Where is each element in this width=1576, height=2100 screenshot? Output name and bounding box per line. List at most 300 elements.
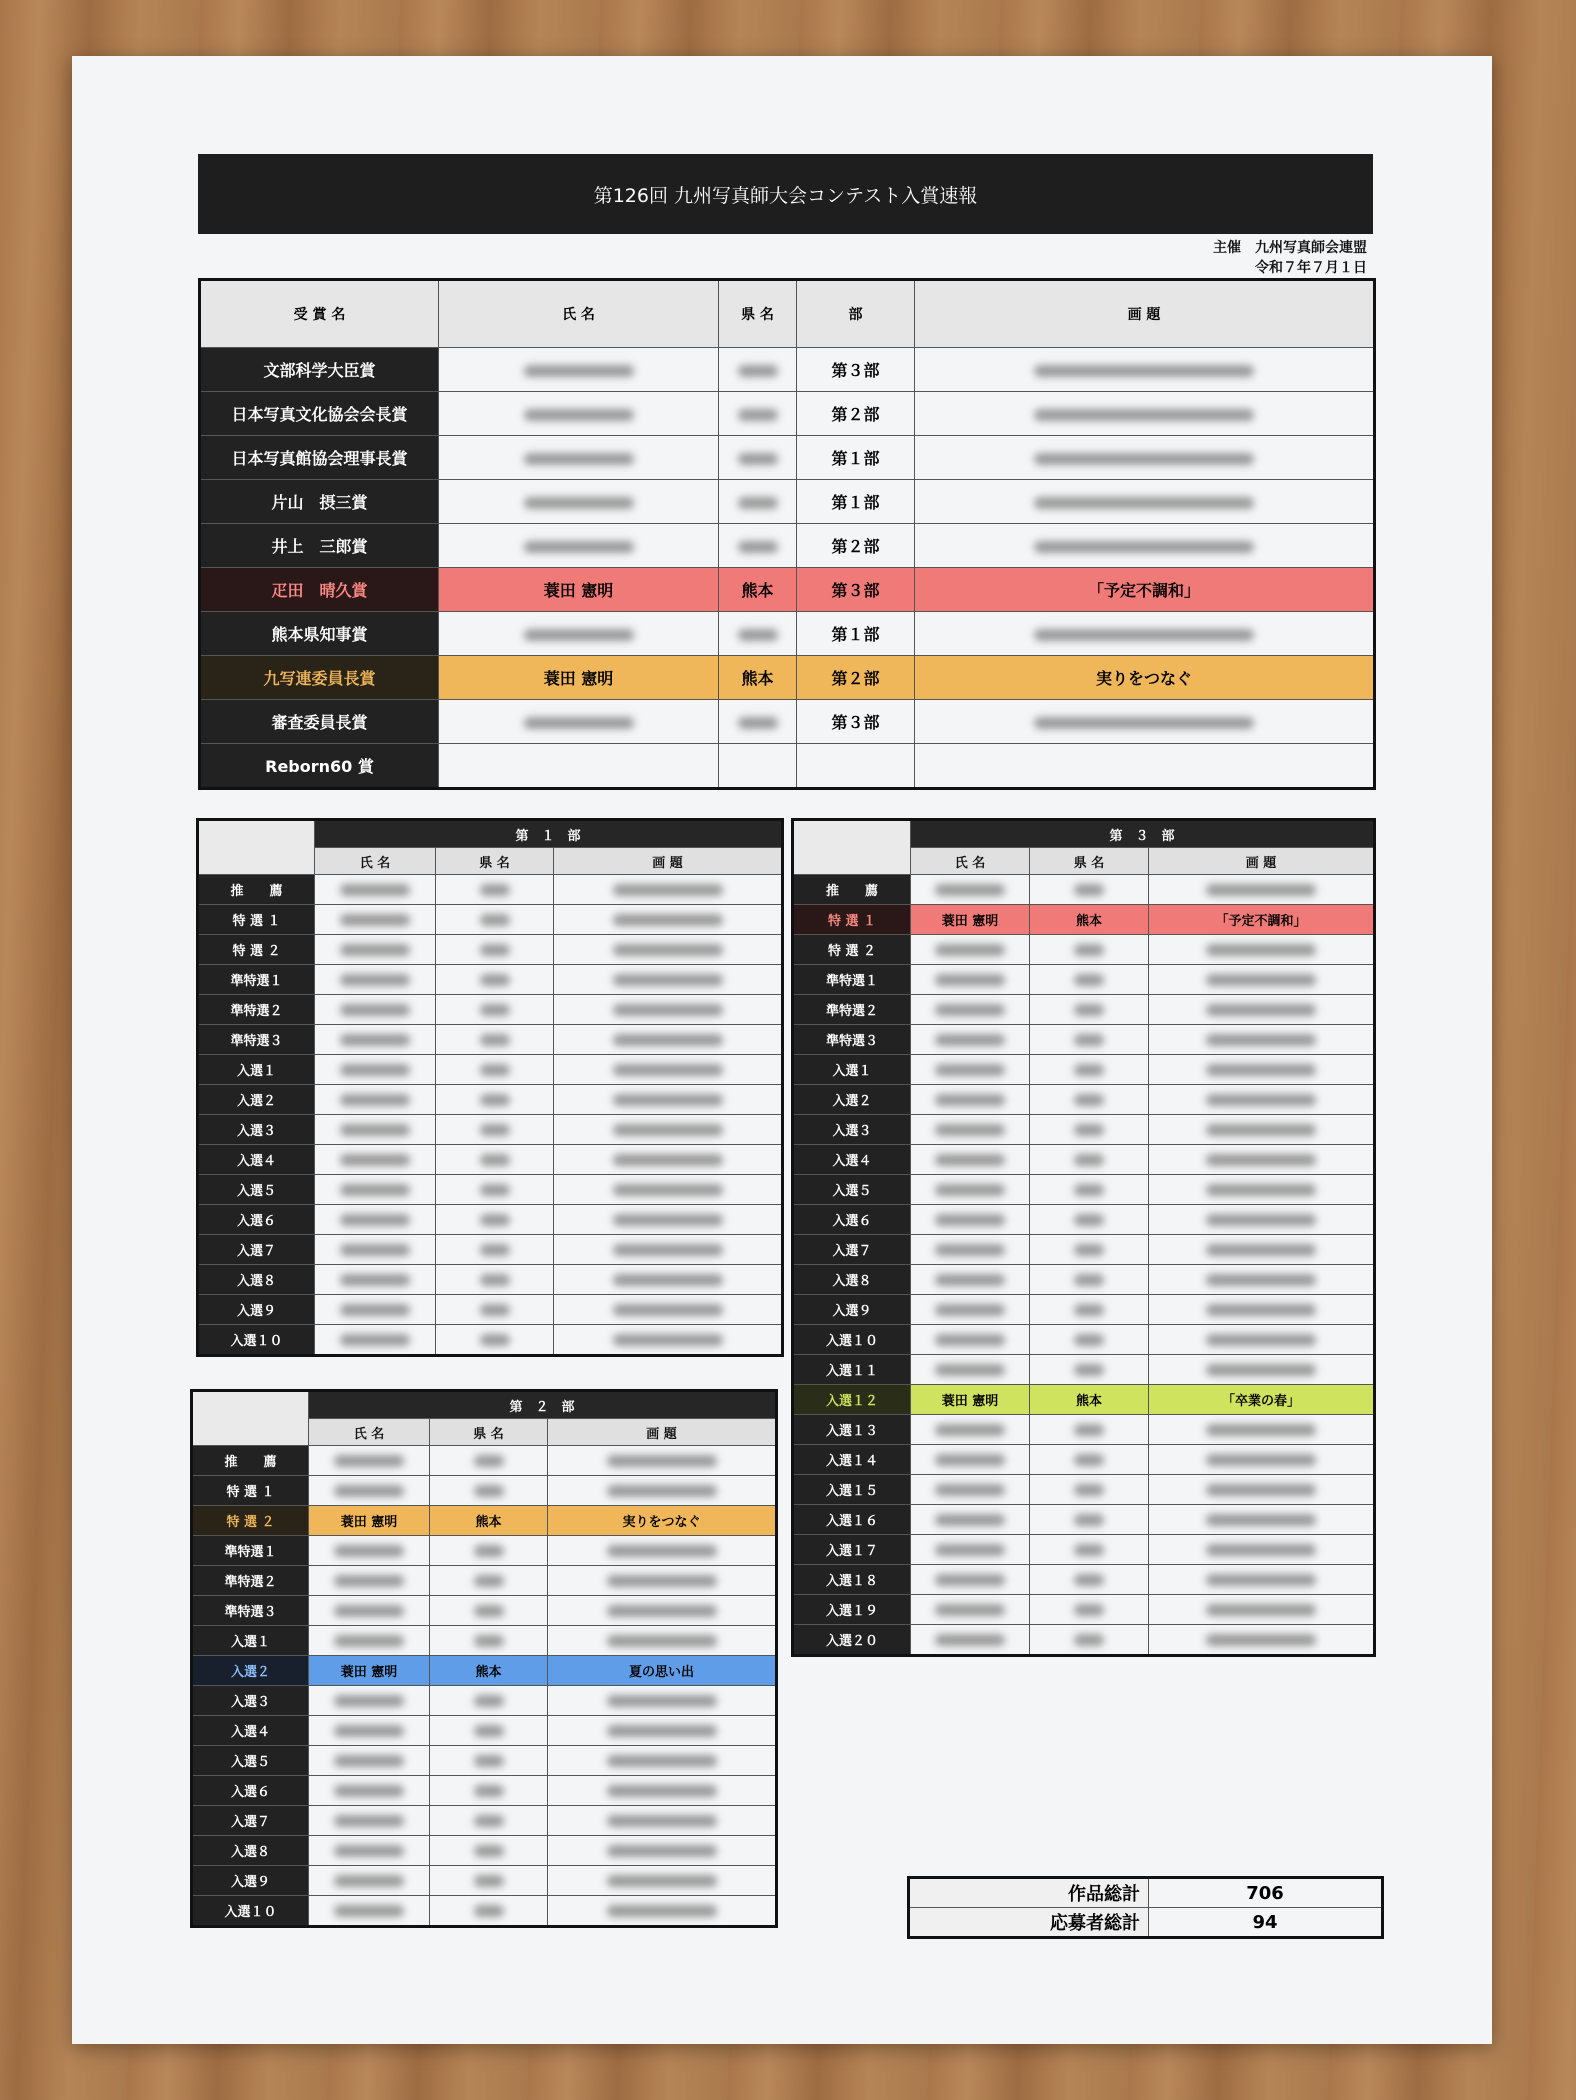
redacted-text — [340, 1124, 410, 1136]
award-row — [200, 392, 1375, 436]
work-title-cell — [1149, 1355, 1375, 1385]
redacted-text — [474, 1455, 504, 1467]
redacted-text — [935, 1544, 1005, 1556]
document-title: 第126回 九州写真師大会コンテスト入賞速報 — [198, 154, 1373, 234]
redacted-text — [1034, 629, 1254, 641]
award-row — [200, 700, 1375, 744]
prefecture-cell — [430, 1836, 548, 1866]
redacted-text — [607, 1635, 717, 1647]
redacted-text — [607, 1755, 717, 1767]
dept1-row — [198, 935, 783, 965]
dept1-header-name: 氏 名 — [315, 848, 436, 875]
rank-cell: 入選２ — [192, 1656, 309, 1686]
dept2-table — [190, 1389, 778, 1928]
redacted-text — [1074, 1334, 1104, 1346]
dept3-corner — [793, 820, 911, 875]
redacted-text — [340, 1064, 410, 1076]
work-title-cell — [554, 1295, 783, 1325]
prefecture-cell — [436, 1025, 554, 1055]
redacted-text — [524, 409, 634, 421]
redacted-text — [613, 884, 723, 896]
redacted-text — [935, 974, 1005, 986]
prefecture-cell — [719, 744, 797, 789]
rank-cell: 入選１５ — [793, 1475, 911, 1505]
redacted-text — [334, 1755, 404, 1767]
work-title-cell — [548, 1686, 777, 1716]
rank-cell: 入選１０ — [793, 1325, 911, 1355]
winner-name-cell: 蓑田 憲明 — [911, 1385, 1030, 1415]
prefecture-cell: 熊本 — [1030, 905, 1149, 935]
work-title-cell — [548, 1866, 777, 1896]
work-title-cell — [1149, 1025, 1375, 1055]
dept2-title: 第 ２ 部 — [309, 1391, 777, 1419]
rank-cell: 入選３ — [192, 1686, 309, 1716]
prefecture-cell — [436, 1175, 554, 1205]
work-title-cell — [1149, 1145, 1375, 1175]
redacted-text — [738, 409, 778, 421]
winner-name-cell — [315, 905, 436, 935]
rank-cell: 入選１１ — [793, 1355, 911, 1385]
redacted-text — [935, 1364, 1005, 1376]
work-title-cell — [915, 392, 1375, 436]
award-name-cell: 熊本県知事賞 — [200, 612, 439, 656]
prefecture-cell — [1030, 1415, 1149, 1445]
work-title-cell — [1149, 935, 1375, 965]
work-title-cell — [1149, 1535, 1375, 1565]
rank-cell: 入選１８ — [793, 1565, 911, 1595]
dept1-row — [198, 1235, 783, 1265]
redacted-text — [524, 629, 634, 641]
winner-name-cell — [315, 1295, 436, 1325]
rank-cell: 入選３ — [793, 1115, 911, 1145]
work-title-cell — [1149, 1505, 1375, 1535]
dept2-row — [192, 1776, 777, 1806]
dept1-row — [198, 1145, 783, 1175]
winner-name-cell — [315, 1115, 436, 1145]
dept3-row — [793, 1565, 1375, 1595]
redacted-text — [480, 1154, 510, 1166]
redacted-text — [613, 944, 723, 956]
winner-name-cell — [315, 1025, 436, 1055]
rank-cell: 推 薦 — [192, 1446, 309, 1476]
rank-cell: 特 選 ２ — [793, 935, 911, 965]
winner-name-cell — [309, 1866, 430, 1896]
work-title-cell — [1149, 1445, 1375, 1475]
winner-name-cell — [911, 1025, 1030, 1055]
redacted-text — [935, 1604, 1005, 1616]
rank-cell: 入選５ — [198, 1175, 315, 1205]
work-title-cell — [1149, 1415, 1375, 1445]
rank-cell: 特 選 １ — [198, 905, 315, 935]
rank-cell: 入選９ — [793, 1295, 911, 1325]
redacted-text — [1034, 541, 1254, 553]
prefecture-cell: 熊本 — [719, 568, 797, 612]
dept1-header-title: 画 題 — [554, 848, 783, 875]
prefecture-cell — [719, 612, 797, 656]
redacted-text — [935, 1184, 1005, 1196]
winner-name-cell — [911, 1055, 1030, 1085]
work-title-cell — [554, 1265, 783, 1295]
dept2-row — [192, 1536, 777, 1566]
work-title-cell — [554, 875, 783, 905]
winner-name-cell — [315, 1325, 436, 1356]
redacted-text — [1074, 1634, 1104, 1646]
redacted-text — [480, 1094, 510, 1106]
redacted-text — [1206, 1514, 1316, 1526]
rank-cell: 入選１３ — [793, 1415, 911, 1445]
work-title-cell — [1149, 1085, 1375, 1115]
redacted-text — [738, 365, 778, 377]
redacted-text — [607, 1905, 717, 1917]
dept1-row — [198, 1085, 783, 1115]
work-title-cell — [554, 995, 783, 1025]
redacted-text — [1034, 497, 1254, 509]
winner-name-cell — [911, 1475, 1030, 1505]
winner-name-cell — [911, 935, 1030, 965]
award-name-cell: 片山 摂三賞 — [200, 480, 439, 524]
prefecture-cell — [430, 1776, 548, 1806]
dept3-row — [793, 1625, 1375, 1656]
rank-cell: 準特選２ — [192, 1566, 309, 1596]
prefecture-cell — [436, 1145, 554, 1175]
redacted-text — [1034, 409, 1254, 421]
rank-cell: 準特選１ — [198, 965, 315, 995]
rank-cell: 特 選 ２ — [198, 935, 315, 965]
redacted-text — [613, 974, 723, 986]
department-cell: 第１部 — [797, 436, 915, 480]
dept2-row — [192, 1626, 777, 1656]
redacted-text — [738, 453, 778, 465]
redacted-text — [1206, 1454, 1316, 1466]
prefecture-cell: 熊本 — [430, 1656, 548, 1686]
issue-date: 令和７年７月１日 — [1255, 260, 1367, 276]
works-total-value: 706 — [1149, 1878, 1383, 1908]
dept3-header-title: 画 題 — [1149, 848, 1375, 875]
dept3-row — [793, 995, 1375, 1025]
redacted-text — [935, 1304, 1005, 1316]
rank-cell: 入選１ — [192, 1626, 309, 1656]
redacted-text — [1074, 1154, 1104, 1166]
redacted-text — [613, 1124, 723, 1136]
award-name-cell: 疋田 晴久賞 — [200, 568, 439, 612]
rank-cell: 準特選２ — [793, 995, 911, 1025]
winner-name-cell — [911, 1415, 1030, 1445]
work-title-cell — [1149, 1595, 1375, 1625]
redacted-text — [340, 1334, 410, 1346]
dept1-row — [198, 1265, 783, 1295]
winner-name-cell — [315, 1175, 436, 1205]
redacted-text — [340, 1004, 410, 1016]
redacted-text — [1206, 1574, 1316, 1586]
entrants-total-label: 応募者総計 — [909, 1908, 1149, 1938]
redacted-text — [935, 1064, 1005, 1076]
winner-name-cell — [315, 995, 436, 1025]
redacted-text — [524, 453, 634, 465]
dept2-row — [192, 1446, 777, 1476]
work-title-cell — [554, 1235, 783, 1265]
redacted-text — [474, 1815, 504, 1827]
redacted-text — [1074, 1424, 1104, 1436]
redacted-text — [607, 1725, 717, 1737]
redacted-text — [1206, 1244, 1316, 1256]
redacted-text — [1206, 1544, 1316, 1556]
redacted-text — [480, 1274, 510, 1286]
redacted-text — [613, 1274, 723, 1286]
prefecture-cell — [1030, 1055, 1149, 1085]
work-title-cell — [1149, 1115, 1375, 1145]
winner-name-cell — [911, 1145, 1030, 1175]
rank-cell: 入選１６ — [793, 1505, 911, 1535]
dept2-row — [192, 1896, 777, 1927]
winner-name-cell — [911, 1325, 1030, 1355]
dept2-row — [192, 1506, 777, 1536]
prefecture-cell — [430, 1596, 548, 1626]
work-title-cell: 「卒業の春」 — [1149, 1385, 1375, 1415]
work-title-cell — [554, 1085, 783, 1115]
prefecture-cell: 熊本 — [1030, 1385, 1149, 1415]
winner-name-cell: 蓑田 憲明 — [439, 656, 719, 700]
winner-name-cell — [911, 1175, 1030, 1205]
work-title-cell — [548, 1566, 777, 1596]
rank-cell: 準特選３ — [192, 1596, 309, 1626]
redacted-text — [738, 497, 778, 509]
redacted-text — [1074, 1274, 1104, 1286]
work-title-cell — [554, 1115, 783, 1145]
rank-cell: 準特選１ — [793, 965, 911, 995]
winner-name-cell — [309, 1626, 430, 1656]
winner-name-cell — [439, 700, 719, 744]
work-title-cell — [548, 1716, 777, 1746]
redacted-text — [334, 1545, 404, 1557]
prefecture-cell — [430, 1746, 548, 1776]
rank-cell: 入選６ — [793, 1205, 911, 1235]
rank-cell: 入選２ — [793, 1085, 911, 1115]
rank-cell: 入選１９ — [793, 1595, 911, 1625]
work-title-cell — [548, 1626, 777, 1656]
redacted-text — [474, 1755, 504, 1767]
dept1-table — [196, 818, 784, 1357]
rank-cell: 入選８ — [192, 1836, 309, 1866]
award-name-cell: 井上 三郎賞 — [200, 524, 439, 568]
redacted-text — [935, 1274, 1005, 1286]
rank-cell: 入選１ — [793, 1055, 911, 1085]
dept3-row — [793, 1055, 1375, 1085]
dept3-row — [793, 1205, 1375, 1235]
redacted-text — [1206, 1184, 1316, 1196]
winner-name-cell — [309, 1536, 430, 1566]
prefecture-cell — [1030, 1085, 1149, 1115]
redacted-text — [613, 914, 723, 926]
dept1-header-pref: 県 名 — [436, 848, 554, 875]
winner-name-cell — [315, 1085, 436, 1115]
winner-name-cell — [315, 1235, 436, 1265]
redacted-text — [607, 1605, 717, 1617]
award-row — [200, 480, 1375, 524]
rank-cell: 準特選１ — [192, 1536, 309, 1566]
redacted-text — [480, 1034, 510, 1046]
work-title-cell — [548, 1476, 777, 1506]
prefecture-cell — [436, 1085, 554, 1115]
redacted-text — [613, 1244, 723, 1256]
header-title: 画 題 — [915, 280, 1375, 348]
department-cell: 第２部 — [797, 524, 915, 568]
prefecture-cell — [1030, 965, 1149, 995]
dept3-row — [793, 1265, 1375, 1295]
award-row — [200, 612, 1375, 656]
redacted-text — [1074, 1454, 1104, 1466]
redacted-text — [613, 1214, 723, 1226]
award-name-cell: Reborn60 賞 — [200, 744, 439, 789]
prefecture-cell — [1030, 1625, 1149, 1656]
redacted-text — [607, 1485, 717, 1497]
redacted-text — [935, 1244, 1005, 1256]
redacted-text — [334, 1815, 404, 1827]
prefecture-cell — [1030, 1355, 1149, 1385]
work-title-cell — [1149, 1475, 1375, 1505]
prefecture-cell — [430, 1686, 548, 1716]
dept1-row — [198, 875, 783, 905]
prefecture-cell — [436, 935, 554, 965]
rank-cell: 推 薦 — [198, 875, 315, 905]
work-title-cell: 「予定不調和」 — [1149, 905, 1375, 935]
award-name-cell: 九写連委員長賞 — [200, 656, 439, 700]
redacted-text — [613, 1064, 723, 1076]
dept3-row — [793, 1295, 1375, 1325]
rank-cell: 特 選 ２ — [192, 1506, 309, 1536]
prefecture-cell — [436, 1295, 554, 1325]
redacted-text — [607, 1545, 717, 1557]
prefecture-cell — [430, 1896, 548, 1927]
redacted-text — [480, 944, 510, 956]
winner-name-cell — [911, 1235, 1030, 1265]
redacted-text — [607, 1695, 717, 1707]
redacted-text — [1074, 1604, 1104, 1616]
prefecture-cell — [430, 1566, 548, 1596]
work-title-cell — [548, 1896, 777, 1927]
redacted-text — [524, 365, 634, 377]
prefecture-cell — [430, 1716, 548, 1746]
work-title-cell — [554, 1205, 783, 1235]
work-title-cell — [1149, 995, 1375, 1025]
dept1-row — [198, 1175, 783, 1205]
redacted-text — [607, 1845, 717, 1857]
prefecture-cell — [430, 1536, 548, 1566]
redacted-text — [1206, 1484, 1316, 1496]
department-cell: 第１部 — [797, 480, 915, 524]
rank-cell: 準特選２ — [198, 995, 315, 1025]
dept2-row — [192, 1566, 777, 1596]
rank-cell: 入選７ — [192, 1806, 309, 1836]
dept1-row — [198, 965, 783, 995]
rank-cell: 入選１２ — [793, 1385, 911, 1415]
winner-name-cell — [309, 1446, 430, 1476]
prefecture-cell — [1030, 1595, 1149, 1625]
winner-name-cell — [309, 1896, 430, 1927]
prefecture-cell — [1030, 1475, 1149, 1505]
dept2-row — [192, 1476, 777, 1506]
redacted-text — [474, 1695, 504, 1707]
redacted-text — [1034, 453, 1254, 465]
totals-table — [907, 1876, 1384, 1939]
winner-name-cell — [315, 1265, 436, 1295]
winner-name-cell — [911, 1505, 1030, 1535]
document-page — [72, 56, 1492, 2044]
rank-cell: 入選８ — [793, 1265, 911, 1295]
redacted-text — [334, 1695, 404, 1707]
work-title-cell — [1149, 1235, 1375, 1265]
redacted-text — [1074, 1184, 1104, 1196]
redacted-text — [607, 1785, 717, 1797]
redacted-text — [1206, 1154, 1316, 1166]
redacted-text — [607, 1575, 717, 1587]
redacted-text — [524, 497, 634, 509]
work-title-cell — [554, 1145, 783, 1175]
rank-cell: 入選４ — [192, 1716, 309, 1746]
winner-name-cell — [439, 744, 719, 789]
redacted-text — [524, 717, 634, 729]
redacted-text — [1034, 365, 1254, 377]
winner-name-cell — [439, 480, 719, 524]
redacted-text — [1206, 1004, 1316, 1016]
work-title-cell — [548, 1776, 777, 1806]
redacted-text — [607, 1875, 717, 1887]
redacted-text — [474, 1845, 504, 1857]
redacted-text — [613, 1004, 723, 1016]
winner-name-cell — [315, 935, 436, 965]
redacted-text — [935, 1514, 1005, 1526]
redacted-text — [935, 1124, 1005, 1136]
dept1-row — [198, 1025, 783, 1055]
rank-cell: 入選６ — [198, 1205, 315, 1235]
dept3-row — [793, 1595, 1375, 1625]
redacted-text — [1206, 1304, 1316, 1316]
work-title-cell — [554, 905, 783, 935]
redacted-text — [474, 1485, 504, 1497]
redacted-text — [935, 1634, 1005, 1646]
rank-cell: 入選４ — [198, 1145, 315, 1175]
dept3-header-pref: 県 名 — [1030, 848, 1149, 875]
rank-cell: 入選６ — [192, 1776, 309, 1806]
work-title-cell — [915, 436, 1375, 480]
work-title-cell — [915, 700, 1375, 744]
winner-name-cell — [911, 1445, 1030, 1475]
rank-cell: 特 選 １ — [192, 1476, 309, 1506]
redacted-text — [935, 1094, 1005, 1106]
redacted-text — [334, 1575, 404, 1587]
redacted-text — [1074, 974, 1104, 986]
dept3-row — [793, 875, 1375, 905]
prefecture-cell — [430, 1866, 548, 1896]
redacted-text — [480, 914, 510, 926]
main-awards-table — [198, 278, 1376, 790]
redacted-text — [480, 1004, 510, 1016]
work-title-cell — [548, 1446, 777, 1476]
rank-cell: 入選１ — [198, 1055, 315, 1085]
rank-cell: 入選８ — [198, 1265, 315, 1295]
award-row — [200, 436, 1375, 480]
redacted-text — [1206, 884, 1316, 896]
redacted-text — [1074, 1544, 1104, 1556]
header-award: 受 賞 名 — [200, 280, 439, 348]
redacted-text — [1206, 974, 1316, 986]
rank-cell: 入選９ — [192, 1866, 309, 1896]
redacted-text — [1206, 1124, 1316, 1136]
redacted-text — [613, 1304, 723, 1316]
redacted-text — [935, 1454, 1005, 1466]
dept3-row — [793, 1505, 1375, 1535]
dept3-row — [793, 1535, 1375, 1565]
winner-name-cell — [911, 995, 1030, 1025]
